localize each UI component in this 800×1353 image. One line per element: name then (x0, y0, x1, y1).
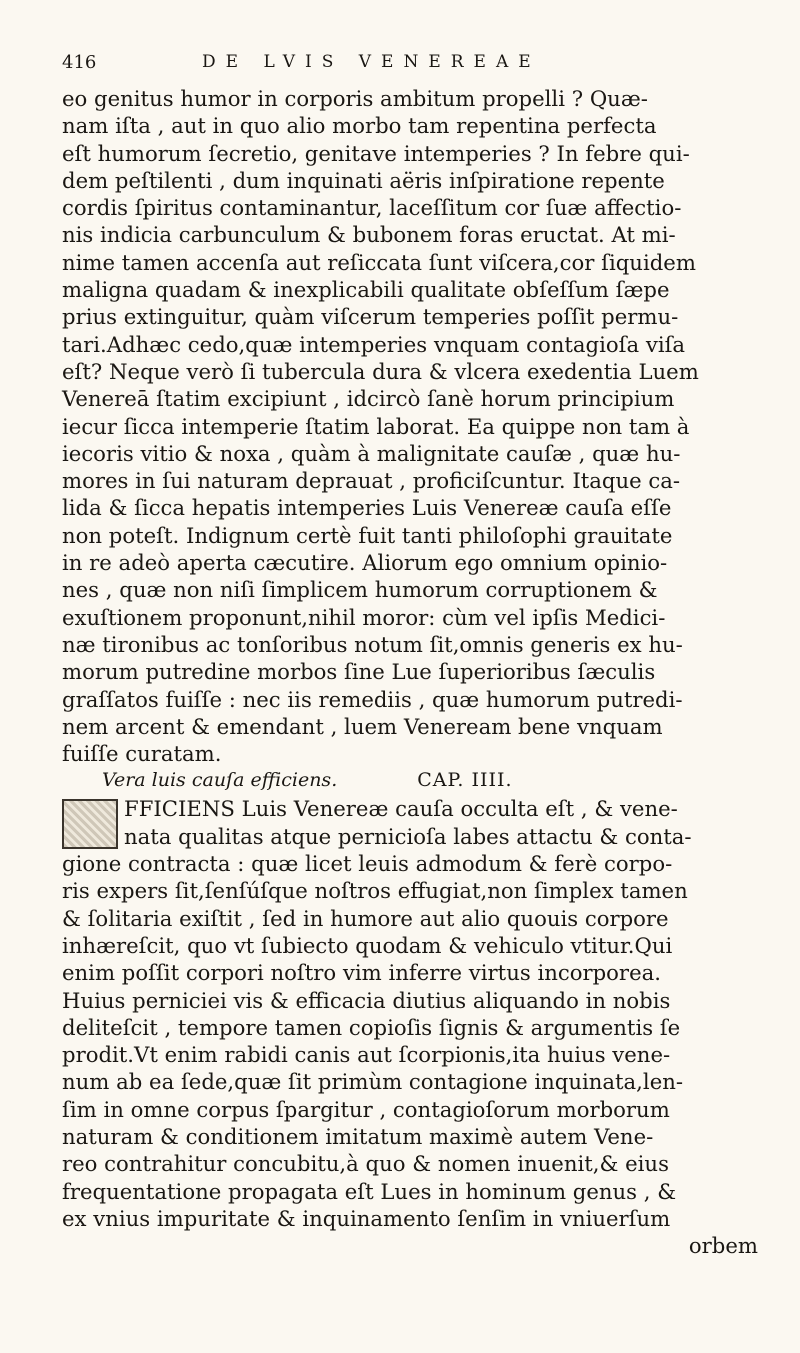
text-line: exuſtionem proponunt,nihil moror: cùm vel ipſis Medici- (62, 604, 666, 630)
text-line: graſſatos fuiſſe : nec iis remediis , quæ humorum putredi- (62, 686, 683, 712)
text-line: enim poſſit corpori noſtro vim inferre virtus incorporea. (62, 960, 661, 986)
text-line: fuiſſe curatam. (62, 741, 222, 767)
text-line: Huius perniciei vis & efficacia diutius aliquando in nobis (62, 987, 671, 1013)
text-line: nam iſta , aut in quo alio morbo tam repentina perfecta (62, 113, 657, 139)
page-number: 416 (62, 52, 97, 73)
text-line: non poteſt. Indignum certè fuit tanti philoſophi grauitate (62, 522, 673, 548)
text-line: ex vnius impuritate & inquinamento ſenſim in vniuerſum (62, 1205, 671, 1231)
text-line: nes , quæ non niſi ſimplicem humorum corruptionem & (62, 577, 658, 603)
text-line: lida & ſicca hepatis intemperies Luis Venereæ cauſa eſſe (62, 495, 672, 521)
text-line: nime tamen accenſa aut reſiccata ſunt viſcera,cor ſiquidem (62, 249, 696, 275)
text-block (62, 85, 760, 1259)
running-head: DE LVIS VENEREAE (202, 52, 541, 72)
text-line: prius extinguitur, quàm viſcerum temperies poſſit permu- (62, 304, 679, 330)
initial-lines (62, 795, 760, 850)
catchword: orbem (688, 1233, 758, 1259)
text-line: tari.Adhæc cedo,quæ intemperies vnquam contagioſa viſa (62, 331, 686, 357)
text-line: naturam & conditionem imitatum maximè autem Vene- (62, 1123, 654, 1149)
text-line: eſt? Neque verò ſi tubercula dura & vlcera exedentia Luem (62, 358, 699, 384)
text-line: maligna quadam & inexplicabili qualitate obſeſſum ſæpe (62, 277, 670, 303)
text-line: ſim in omne corpus ſpargitur , contagioſorum morborum (62, 1096, 670, 1122)
text-line: næ tironibus ac tonſoribus notum ſit,omnis generis ex hu- (62, 631, 683, 657)
text-line: gione contracta : quæ licet leuis admodum & ferè corpo- (62, 851, 673, 877)
text-line: deliteſcit , tempore tamen copioſis ſignis & argumentis ſe (62, 1014, 681, 1040)
section-title: Vera luis cauſa efficiens. (102, 769, 338, 792)
text-line: frequentatione propagata eſt Lues in hominum genus , & (62, 1178, 677, 1204)
text-line: cordis ſpiritus contaminantur, laceſſitum cor ſuæ affectio- (62, 195, 682, 221)
text-line: Venereā ſtatim excipiunt , idcircò ſanè horum principium (62, 386, 675, 412)
text-line: FFICIENS Luis Venereæ cauſa occulta eſt , & vene- (124, 796, 678, 822)
text-line: eſt humorum ſecretio, genitave intemperies ? In febre qui- (62, 140, 690, 166)
text-line: ris expers ſit,ſenſúſque noſtros effugiat,non ſimplex tamen (62, 878, 688, 904)
text-line: num ab ea ſede,quæ ſit primùm contagione inquinata,len- (62, 1069, 684, 1095)
text-line: & ſolitaria exiſtit , ſed in humore aut alio quouis corpore (62, 905, 669, 931)
text-line: dem peſtilenti , dum inquinati aëris inſpiratione repente (62, 167, 665, 193)
text-line: nis indicia carbunculum & bubonem foras eructat. At mi- (62, 222, 676, 248)
text-line: reo contrahitur concubitu,à quo & nomen inuenit,& eius (62, 1151, 669, 1177)
section-heading (62, 767, 760, 795)
text-line: mores in ſui naturam deprauat , proficiſcuntur. Itaque ca- (62, 468, 681, 494)
text-line: nem arcent & emendant , luem Veneream bene vnquam (62, 713, 663, 739)
paragraph-2 (62, 795, 760, 1232)
text-line: iecur ſicca intemperie ſtatim laborat. Ea quippe non tam à (62, 413, 690, 439)
text-line: morum putredine morbos ſine Lue ſuperioribus ſæculis (62, 659, 656, 685)
chapter-number: CAP. IIII. (417, 769, 513, 792)
text-line: nata qualitas atque pernicioſa labes attactu & conta- (124, 823, 692, 849)
text-line: eo genitus humor in corporis ambitum propelli ? Quæ- (62, 86, 648, 111)
text-line: in re adeò aperta cæcutire. Aliorum ego omnium opinio- (62, 550, 668, 576)
page-header (62, 52, 762, 88)
decorated-initial-icon (62, 799, 118, 849)
text-line: prodit.Vt enim rabidi canis aut ſcorpionis,ita huius vene- (62, 1042, 671, 1068)
text-line: inhæreſcit, quo vt ſubiecto quodam & vehiculo vtitur.Qui (62, 932, 673, 958)
text-line: iecoris vitio & noxa , quàm à malignitate cauſæ , quæ hu- (62, 440, 681, 466)
paragraph-1 (62, 85, 760, 767)
